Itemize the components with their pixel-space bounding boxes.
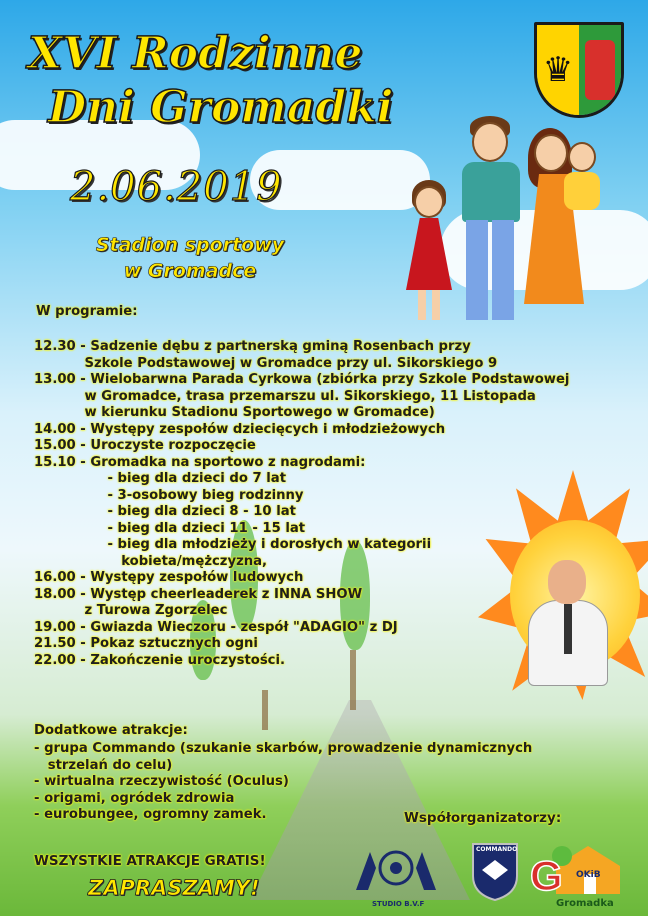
event-title-line1: XVI Rodzinne	[28, 28, 363, 79]
event-venue	[50, 232, 330, 284]
program-line: 13.00 - Wielobarwna Parada Cyrkowa (zbiórka przy Szkole Podstawowej	[34, 372, 570, 387]
event-title-line2: Dni Gromadki	[48, 82, 394, 133]
eagle-icon: ♛	[537, 25, 579, 115]
program-line: w kierunku Stadionu Sportowego w Gromadce)	[34, 405, 435, 420]
gokib-letters: OKiB	[576, 870, 601, 880]
program-line: 16.00 - Występy zespołów ludowych	[34, 570, 304, 585]
program-line: - bieg dla młodzieży i dorosłych w kategorii	[34, 537, 432, 552]
family-illustration	[400, 110, 630, 340]
program-line: - bieg dla dzieci 11 - 15 lat	[34, 520, 306, 536]
tree-trunk	[262, 690, 268, 730]
extras-line: - grupa Commando (szukanie skarbów, prowadzenie dynamicznych	[34, 741, 533, 756]
studio-bvf-logo	[350, 838, 442, 910]
co-organizers-label: Współorganizatorzy:	[404, 810, 562, 826]
program-line: Szkole Podstawowej w Gromadce przy ul. Sikorskiego 9	[34, 355, 498, 371]
gokib-logo	[526, 840, 626, 910]
program-list	[34, 339, 569, 669]
house-icon	[526, 840, 626, 896]
program-line: 21.50 - Pokaz sztucznych ogni	[34, 636, 258, 651]
program-line: z Turowa Zgorzelec	[34, 603, 228, 618]
extras-heading: Dodatkowe atrakcje:	[34, 723, 188, 738]
program-line: 18.00 - Występ cheerleaderek z INNA SHOW	[34, 586, 363, 602]
program-heading: W programie:	[36, 304, 138, 319]
free-attractions-note: WSZYSTKIE ATRAKCJE GRATIS!	[34, 853, 266, 869]
program-line: - bieg dla dzieci do 7 lat	[34, 471, 286, 486]
studio-logo-text: STUDIO B.V.F	[372, 900, 425, 908]
program-line: kobieta/mężczyzna,	[34, 553, 268, 569]
program-line: 14.00 - Występy zespołów dziecięcych i młodzieżowych	[34, 421, 446, 437]
lion-crest-icon	[350, 838, 442, 898]
program-line: w Gromadce, trasa przemarszu ul. Sikorskiego, 11 Listopada	[34, 388, 536, 404]
extras-line: - eurobungee, ogromny zamek.	[34, 807, 267, 822]
coat-of-arms-icon	[534, 22, 624, 118]
invitation-text: ZAPRASZAMY!	[88, 876, 260, 900]
extras-line: - wirtualna rzeczywistość (Oculus)	[34, 774, 289, 789]
extras-line: strzelań do celu)	[34, 757, 173, 773]
program-line: 15.00 - Uroczyste rozpoczęcie	[34, 438, 256, 453]
program-line: 15.10 - Gromadka na sportowo z nagrodami:	[34, 454, 366, 470]
program-line: 19.00 - Gwiazda Wieczoru - zespół "ADAGIO" z DJ	[34, 619, 398, 635]
program-line: 12.30 - Sadzenie dębu z partnerską gminą Rosenbach przy	[34, 339, 471, 354]
gokib-logo-text: Gromadka	[556, 898, 614, 909]
venue-line1: Stadion sportowy	[95, 234, 285, 256]
program-line: 22.00 - Zakończenie uroczystości.	[34, 652, 286, 668]
svg-text:G: G	[530, 852, 563, 896]
commando-logo-text: COMMANDO	[476, 846, 518, 853]
program-line: - 3-osobowy bieg rodzinny	[34, 487, 304, 503]
event-date: 2.06.2019	[70, 164, 283, 210]
program-line: - bieg dla dzieci 8 - 10 lat	[34, 504, 296, 519]
venue-line2: w Gromadce	[123, 260, 257, 282]
commando-logo	[470, 840, 520, 902]
extras-line: - origami, ogródek zdrowia	[34, 790, 235, 806]
crest-right-field	[579, 25, 621, 115]
